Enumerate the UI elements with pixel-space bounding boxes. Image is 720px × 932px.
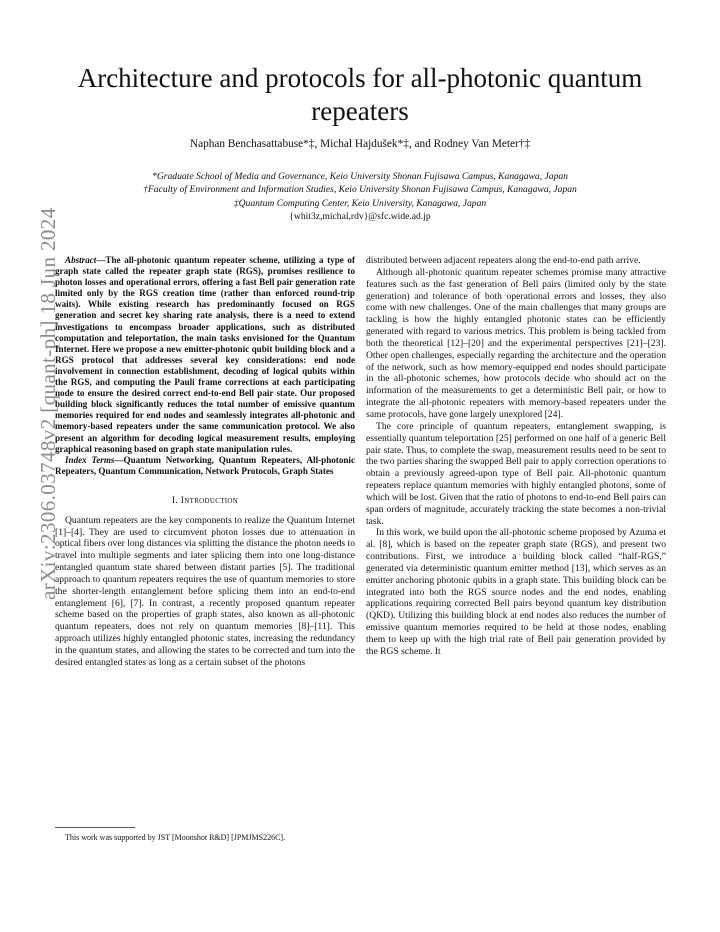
section-heading (55, 495, 355, 507)
intro-paragraph: Quantum repeaters are the key components to realize the Quantum Internet [1]–[4]. They are used to circumvent photon losses due to attenuation in optical fibers over long distances via splitting the distance the photon needs to travel into multiple segments and later splicing them into one long-distance entangled quantum state shared between distant parties [5]. The traditional approach to quantum repeaters requires the use of quantum memories to store the shorter-length entanglement before splicing them into an end-to-end entanglement [6], [7]. In contrast, a recently proposed quantum repeater scheme based on the properties of graph states, also known as all-photonic quantum repeaters, does not rely on quantum memories [8]–[11]. This approach utilizes highly entangled photonic states, increasing the redundancy in the quantum states, and allowing the states to be corrected and turn into the desired entangled states as long as a certain subset of the photons (55, 514, 356, 668)
abstract-label: Abstract (65, 255, 97, 265)
intro-paragraph: The core principle of quantum repeaters, entanglement swapping, is essentially quantum teleportation [25] performed on one half of a generic Bell pair state. Thus, to complete the swap, measurement results need to be sent to the two parties sharing the swapped Bell pair to apply correction operations to obtain a previously agreed-upon type of Bell pair. All-photonic quantum repeaters replace quantum memories with highly entangled photons, some of which will be lost. Given that the ratio of photons to end-to-end Bell pairs can span orders of magnitude, accurately tracking the state becomes a non-trivial task. (366, 420, 666, 527)
section-title: Introduction (180, 494, 239, 506)
affiliation-2: †Faculty of Environment and Information Studies, Keio University Shonan Fujisawa Campus, Kanagawa, Japan (143, 184, 577, 196)
intro-paragraph: Although all-photonic quantum repeater schemes promise many attractive features such as the fast generation of Bell pairs (limited only by the state generation) and tolerance of both operational errors and losses, they also come with new challenges. One of the main challenges that many groups are tackling is how the highly entangled photonic states can be efficiently generated with regard to various metrics. This problem is being tackled from both the theoretical [12]–[20] and the experimental perspectives [21]–[23]. Other open challenges, especially regarding the architecture and the operation of the network, such as how memory-equipped end nodes should participate in the all-photonic schemes, how protocols decide who should act on the information of the measurements to get a deterministic Bell pair, or how to integrate the all-photonic repeaters with memory-based repeaters under the same protocols, have gone largely unexplored [24]. (366, 266, 666, 420)
index-terms-text: —Quantum Networking, Quantum Repeaters, All-photonic Repeaters, Quantum Communication, Network Protocols, Graph States (55, 454, 355, 476)
footnote-text: This work was supported by JST [Moonshot R&D] [JPMJMS226C]. (65, 833, 286, 842)
left-column (55, 255, 355, 669)
intro-paragraph: distributed between adjacent repeaters along the end-to-end path arrive. (366, 255, 641, 266)
section-numeral: I. (171, 494, 179, 506)
arxiv-identifier: arXiv:2306.03748v2 [quant-ph] 18 Jun 2024 (36, 207, 60, 600)
abstract-block (55, 255, 355, 477)
right-column (366, 255, 666, 658)
affiliation-1: *Graduate School of Media and Governance, Keio University Shonan Fujisawa Campus, Kanagawa, Japan (152, 171, 568, 182)
funding-footnote (55, 833, 355, 842)
intro-paragraph: In this work, we build upon the all-photonic scheme proposed by Azuma et al. [8], which is based on the repeater graph state (RGS), and present two contributions. First, we introduce a building block called “half-RGS,” generated via deterministic quantum emitter method [13], which serves as an emitter anchoring photonic qubits in a graph state. This building block can be integrated into both the RGS source nodes and the end nodes, enabling applications requiring corrected Bell pairs beyond quantum key distribution (QKD). Utilizing this building block at end nodes also reduces the number of emissive quantum memories required to be held at those nodes, enabling them to keep up with the high trial rate of Bell pair generation provided by the RGS scheme. It (366, 527, 666, 657)
footnote-rule (55, 827, 135, 828)
author-emails: {whit3z,michal,rdv}@sfc.wide.ad.jp (289, 211, 431, 223)
index-terms-label: Index Terms (65, 454, 115, 465)
paper-title: Architecture and protocols for all-photonic quantum repeaters (77, 63, 643, 126)
author-list: Naphan Benchasattabuse*‡, Michal Hajdušek*‡, and Rodney Van Meter†‡ (189, 138, 531, 150)
abstract-text: —The all-photonic quantum repeater scheme, utilizing a type of graph state called the repeater graph state (RGS), promises resilience to photon losses and operational errors, offering a fast Bell pair generation rate limited only by the RGS creation time (rather than enforced round-trip waits). While existing research has predominantly focused on RGS generation and secret key sharing rate analysis, there is a need to extend investigations to encompass broader applications, such as distributed computation and teleportation, the main tasks envisioned for the Quantum Internet. Here we propose a new emitter-photonic qubit building block and a RGS protocol that addresses several key considerations: end node involvement in connection establishment, decoding of logical qubits within the RGS, and computing the Pauli frame corrections at each participating node to ensure the desired correct end-to-end Bell pair state. Our proposed building block significantly reduces the total number of emissive quantum memories required for end nodes and seamlessly integrates all-photonic and memory-based repeaters under the same communication protocol. We also present an algorithm for decoding logical measurement results, employing graphical reasoning based on graph state manipulation rules. (55, 255, 355, 454)
affiliation-3: ‡Quantum Computing Center, Keio University, Kanagawa, Japan (233, 197, 487, 209)
affiliations (40, 170, 680, 224)
